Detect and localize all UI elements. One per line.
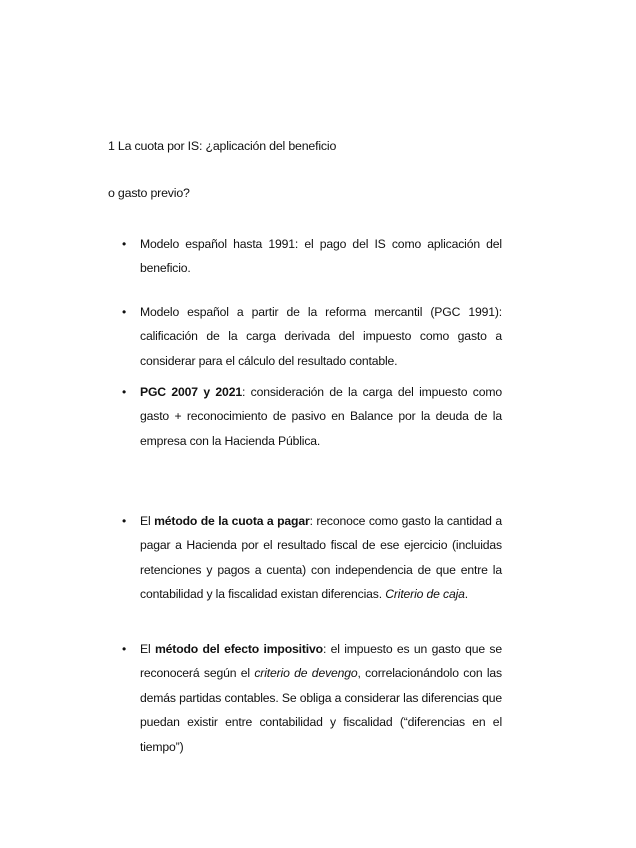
bullet-text-body: : el impuesto es un gasto que se reconocerá según el <box>140 642 502 681</box>
bullet-item-pgc-2007-2021 <box>108 380 502 453</box>
bullet-dot: • <box>122 514 127 528</box>
bullet-item-metodo-efecto-impositivo <box>108 637 502 759</box>
bullet-text-italic: criterio de devengo <box>254 666 358 681</box>
bullet-text <box>140 232 502 281</box>
bullet-text-body: : reconoce como gasto la cantidad a pagar a Hacienda por el resultado fiscal de ese ejercicio (incluidas retenciones y pagos a cuenta) con independencia de que entre la contabilidad y la fiscalidad existan diferencias. <box>140 514 502 602</box>
bullet-dot: • <box>122 642 127 656</box>
bullet-text <box>140 637 502 759</box>
bullet-text-bold: método del efecto impositivo <box>154 642 323 656</box>
bullet-text-italic: Criterio de caja <box>385 587 465 602</box>
bullet-item-reforma-mercantil <box>108 300 502 373</box>
bullet-text <box>140 509 502 607</box>
bullet-text-pre: El <box>140 642 155 656</box>
bullet-text-bold: método de la cuota a pagar <box>154 514 310 528</box>
bullet-text-post: . <box>464 587 469 602</box>
bullet-item-metodo-cuota-a-pagar <box>108 509 502 607</box>
bullet-text <box>140 380 502 453</box>
bullet-dot: • <box>122 385 127 399</box>
bullet-text-body: : consideración de la carga del impuesto como gasto + reconocimiento de pasivo en Balance por la deuda de la empresa con la Hacienda Pública. <box>140 385 502 448</box>
bullet-text-body: Modelo español a partir de la reforma mercantil (PGC 1991): calificación de la carga derivada del impuesto como gasto a considerar para el cálculo del resultado contable. <box>140 305 502 368</box>
bullet-dot: • <box>122 305 127 319</box>
bullet-item-modelo-hasta-1991 <box>108 232 502 281</box>
section-heading-line-1: 1 La cuota por IS: ¿aplicación del beneficio <box>108 139 337 153</box>
bullet-text-body: Modelo español hasta 1991: el pago del IS como aplicación del beneficio. <box>140 237 502 276</box>
section-heading-line-2: o gasto previo? <box>108 186 190 200</box>
bullet-text <box>140 300 502 373</box>
bullet-dot: • <box>122 237 127 251</box>
bullet-text-bold: PGC 2007 y 2021 <box>140 385 242 399</box>
bullet-text-post: , correlacionándolo con las demás partidas contables. Se obliga a considerar las diferencias que puedan existir entre contabilidad y fiscalidad (“diferencias en el tiempo”) <box>140 666 502 754</box>
bullet-text-pre: El <box>140 514 155 528</box>
